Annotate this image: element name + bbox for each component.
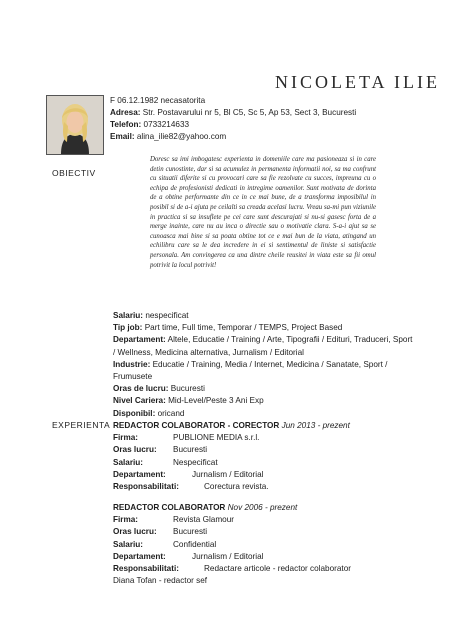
field-label: Departament: <box>113 551 166 561</box>
pref-salary <box>113 310 413 322</box>
profile-photo <box>46 95 104 155</box>
field-value: Nespecificat <box>173 457 218 467</box>
field-label: Responsabilitati: <box>113 564 179 574</box>
job-period: Jun 2013 - prezent <box>281 421 350 430</box>
job-department <box>113 469 413 481</box>
job-title: REDACTOR COLABORATOR - CORECTOR <box>113 421 280 430</box>
job-responsibilities <box>113 563 413 575</box>
field-label: Oras lucru: <box>113 527 157 537</box>
pref-label: Nivel Cariera: <box>113 396 166 406</box>
job-preferences <box>113 310 413 420</box>
address-label: Adresa: <box>110 108 141 117</box>
job-entry <box>113 502 413 587</box>
field-value: Bucuresti <box>173 527 208 537</box>
field-value: Jurnalism / Editorial <box>192 551 264 561</box>
field-value: PUBLIONE MEDIA s.r.l. <box>173 433 260 443</box>
field-label: Salariu: <box>113 539 144 549</box>
pref-label: Oras de lucru: <box>113 384 169 394</box>
contact-block <box>110 95 445 143</box>
pref-label: Departament: <box>113 335 166 345</box>
job-city <box>113 444 413 456</box>
email-value[interactable]: alina_ilie82@yahoo.com <box>136 132 227 141</box>
candidate-name: NICOLETA ILIE <box>274 72 440 92</box>
field-value: Confidential <box>173 539 217 549</box>
pref-value: Educatie / Training, Media / Internet, Medicina / Sanatate, Sport / Frumusete <box>113 359 388 382</box>
pref-job-type <box>113 322 413 334</box>
field-label: Oras lucru: <box>113 445 157 455</box>
job-company <box>113 432 413 444</box>
field-label: Firma: <box>113 433 139 443</box>
pref-value: Altele, Educatie / Training / Arte, Tipografii / Edituri, Traduceri, Sport / Wellness, Medicina alternativa, Jurnalism / Editorial <box>113 335 413 357</box>
job-city <box>113 526 413 538</box>
job-title: REDACTOR COLABORATOR <box>113 503 226 512</box>
pref-value: nespecificat <box>145 311 189 320</box>
job-title-line <box>113 420 413 432</box>
pref-industry <box>113 359 413 383</box>
job-responsibilities <box>113 481 413 493</box>
objective-heading: OBIECTIV <box>52 168 96 178</box>
portrait-image <box>47 96 103 154</box>
pref-availability <box>113 408 413 420</box>
job-department <box>113 551 413 563</box>
field-value: Revista Glamour <box>173 515 234 525</box>
address-line <box>110 107 445 119</box>
pref-label: Disponibil: <box>113 408 156 418</box>
field-label: Salariu: <box>113 457 144 467</box>
field-label: Firma: <box>113 515 139 525</box>
job-title-line <box>113 502 413 514</box>
pref-label: Salariu: <box>113 311 144 320</box>
job-period: Nov 2006 - prezent <box>227 503 298 512</box>
pref-city <box>113 383 413 395</box>
address-value: Str. Postavarului nr 5, Bl C5, Sc 5, Ap 53, Sect 3, Bucuresti <box>142 108 357 117</box>
field-value: Bucuresti <box>173 445 208 455</box>
job-entry <box>113 420 413 493</box>
job-salary <box>113 457 413 469</box>
pref-label: Tip job: <box>113 323 143 333</box>
phone-label: Telefon: <box>110 120 142 129</box>
phone-value: 0733214633 <box>143 120 190 129</box>
experience-heading: EXPERIENTA <box>52 420 111 430</box>
birth-marital-line: F 06.12.1982 necasatorita <box>110 96 206 105</box>
pref-value: Mid-Level/Peste 3 Ani Exp <box>168 396 264 406</box>
phone-line <box>110 119 445 131</box>
job-company <box>113 514 413 526</box>
objective-paragraph: Doresc sa imi imbogatesc experienta in domeniile care ma pasioneaza si in care detin cunostinte, dar si sa acumulez in permanenta informatii noi, sa ma confrunt cu situatii diferite si cu provocari care sa fie rezolvate cu succes, impreuna cu o echipa de profesionisti dedicati in intregime oamenilor. Sunt motivata de dorinta de a obtine performante din ce in ce mai bune, de a transforma imposibilul in posibil si de a-i ajuta pe ceilalti sa creada acelasi lucru. Vreau sa-mi pun viziunile in practica si sa insuflete pe cei care sunt descurajati si nu-si gasesc forta de a merge inainte, care nu au inca o directie sau o motivatie clara. S-a-i ajut sa se cunoasca mai bine si sa poata obtine tot ce e mai bun de la viata, atingand un echilibru care sa le dea incredere in ei si sentimentul de liniste si satisfactie personala. Am convingerea ca una dintre cheile reusitei in viata este sa fii omul potrivit la locul potrivit! <box>150 156 376 269</box>
email-label: Email: <box>110 132 135 141</box>
field-label: Responsabilitati: <box>113 482 179 492</box>
field-value: Jurnalism / Editorial <box>192 469 264 479</box>
pref-value: Part time, Full time, Temporar / TEMPS, Project Based <box>144 323 343 333</box>
email-line <box>110 131 445 143</box>
pref-department <box>113 334 413 358</box>
field-value: Redactare articole - redactor colaborator <box>204 564 351 574</box>
pref-value: oricand <box>157 408 185 418</box>
pref-label: Industrie: <box>113 359 151 369</box>
field-label: Departament: <box>113 469 166 479</box>
field-value: Corectura revista. <box>204 482 269 492</box>
pref-career-level <box>113 395 413 407</box>
job-salary <box>113 539 413 551</box>
job-extra-note: Diana Tofan - redactor sef <box>113 576 208 586</box>
pref-value: Bucuresti <box>170 384 205 394</box>
